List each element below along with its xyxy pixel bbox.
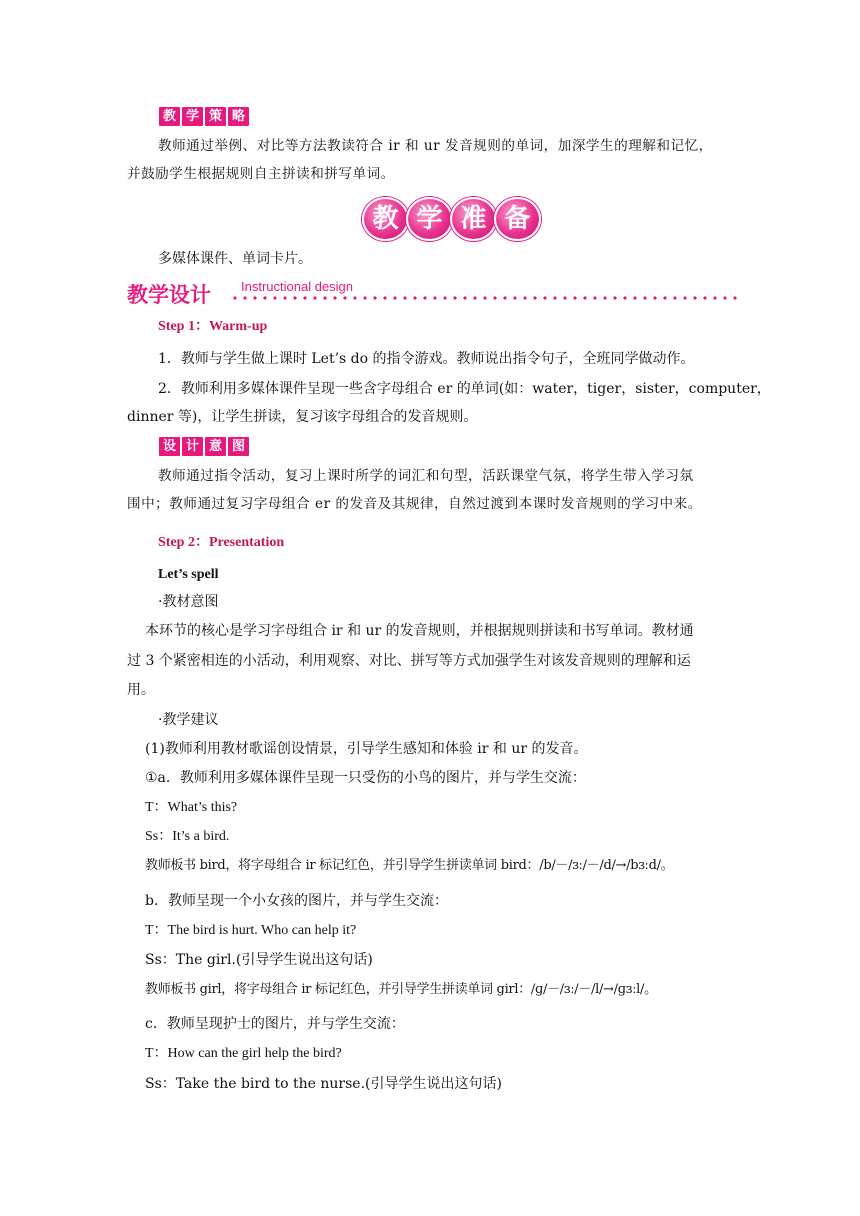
- dialog-t2: T：The bird is hurt. Who can help it?: [145, 923, 357, 938]
- design-subtitle: Instructional design: [241, 279, 354, 294]
- preparation-title-char: 学: [406, 197, 453, 241]
- section-divider-dots: [230, 296, 738, 300]
- suggestion-b: b．教师呈现一个小女孩的图片，并与学生交流：: [145, 893, 448, 909]
- step2-bullet-intent: ·教材意图: [158, 594, 219, 610]
- step2-subheading: Let’s spell: [158, 567, 219, 582]
- preparation-title: [362, 197, 538, 241]
- intent-tag-char: 计: [182, 437, 203, 456]
- dialog-t3: T：How can the girl help the bird?: [145, 1046, 342, 1061]
- design-title: 教学设计: [127, 283, 211, 307]
- intent-line-2: 围中；教师通过复习字母组合 er 的发音及其规律，自然过渡到本课时发音规则的学习中来。: [127, 496, 702, 512]
- step1-heading: Step 1：Warm-up: [158, 319, 268, 334]
- step2-para-line-2: 过 3 个紧密相连的小活动，利用观察、对比、拼写等方式加强学生对该发音规则的理解和运: [127, 653, 691, 669]
- suggestion-c: c．教师呈现护士的图片，并与学生交流：: [145, 1016, 405, 1032]
- board-girl: 教师板书 girl，将字母组合 ir 标记红色，并引导学生拼读单词 girl：/ɡ/－/ɜː/－/l/→/ɡɜːl/。: [145, 982, 657, 997]
- intent-tag-char: 设: [159, 437, 180, 456]
- step2-heading: Step 2：Presentation: [158, 535, 285, 550]
- strategy-line-2: 并鼓励学生根据规则自主拼读和拼写单词。: [127, 166, 395, 182]
- suggestion-1: (1)教师利用教材歌谣创设情景，引导学生感知和体验 ir 和 ur 的发音。: [145, 741, 588, 757]
- intent-tag-char: 图: [228, 437, 249, 456]
- intent-line-1: 教师通过指令活动，复习上课时所学的词汇和句型，活跃课堂气氛，将学生带入学习氛: [158, 468, 694, 484]
- step2-para-line-3: 用。: [127, 682, 155, 698]
- step2-bullet-suggestion: ·教学建议: [158, 712, 219, 728]
- intent-tag: [159, 437, 249, 456]
- dialog-s1: Ss：It’s a bird.: [145, 829, 230, 844]
- strategy-tag-char: 策: [205, 107, 226, 126]
- strategy-tag-char: 教: [159, 107, 180, 126]
- intent-tag-char: 意: [205, 437, 226, 456]
- strategy-tag-char: 学: [182, 107, 203, 126]
- board-bird: 教师板书 bird，将字母组合 ir 标记红色，并引导学生拼读单词 bird：/b/－/ɜː/－/d/→/bɜːd/。: [145, 858, 674, 873]
- strategy-tag-char: 略: [228, 107, 249, 126]
- preparation-title-char: 教: [362, 197, 409, 241]
- step1-item-2-line-2: dinner 等)，让学生拼读，复习该字母组合的发音规则。: [127, 409, 478, 425]
- dialog-t1: T：What’s this?: [145, 800, 238, 815]
- step2-para-line-1: 本环节的核心是学习字母组合 ir 和 ur 的发音规则，并根据规则拼读和书写单词。教材通: [145, 623, 694, 639]
- step1-item-1: 1．教师与学生做上课时 Let’s do 的指令游戏。教师说出指令句子，全班同学做动作。: [158, 351, 695, 367]
- preparation-text: 多媒体课件、单词卡片。: [158, 251, 312, 267]
- preparation-title-char: 准: [450, 197, 497, 241]
- preparation-title-char: 备: [494, 197, 541, 241]
- step1-item-2-line-1: 2．教师利用多媒体课件呈现一些含字母组合 er 的单词(如：water，tiger，sister，computer，: [158, 381, 771, 397]
- dialog-s3: Ss：Take the bird to the nurse.(引导学生说出这句话): [145, 1076, 502, 1092]
- strategy-line-1: 教师通过举例、对比等方法教读符合 ir 和 ur 发音规则的单词，加深学生的理解和记忆，: [158, 138, 713, 154]
- suggestion-a: ①a．教师利用多媒体课件呈现一只受伤的小鸟的图片，并与学生交流：: [145, 770, 586, 786]
- dialog-s2: Ss：The girl.(引导学生说出这句话): [145, 952, 373, 968]
- strategy-tag: [159, 107, 249, 126]
